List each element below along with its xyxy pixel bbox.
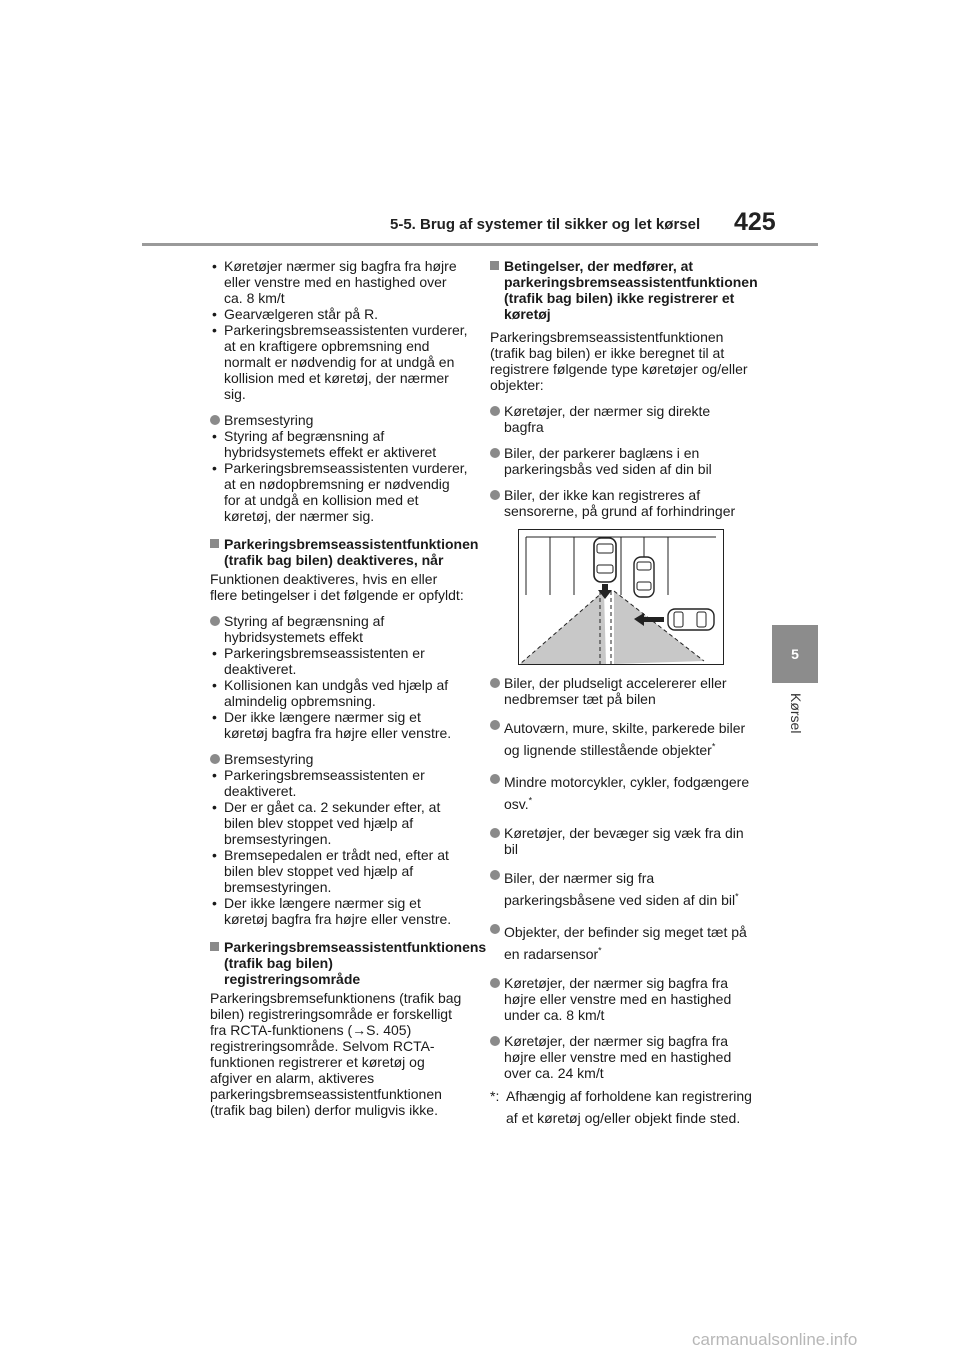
footnote-text: Afhængig af forholdene kan registrering af et køretøj og/eller objekt finde sted. (506, 1088, 752, 1126)
bullet-section (210, 613, 468, 741)
list-item: Mindre motorcykler, cykler, fodgængere osv.* (490, 771, 752, 815)
asterisk: * (598, 945, 602, 956)
page-number: 425 (734, 208, 776, 236)
chapter-label: Kørsel (788, 693, 804, 734)
footnote-mark: *: (490, 1088, 500, 1104)
paragraph: Funktionen deaktiveres, hvis en eller flere betingelser i det følgende er opfyldt: (210, 571, 464, 603)
list-item: Biler, der pludseligt accelererer eller nedbremser tæt på bilen (490, 675, 752, 707)
list-item: Køretøjer, der nærmer sig bagfra fra højre eller venstre med en hastighed under ca. 8 km/t (490, 975, 752, 1023)
bullet-heading: Styring af begrænsning af hybridsystemets effekt (224, 613, 385, 645)
list-item: • Parkeringsbremseassistenten er deaktiveret. (210, 645, 468, 677)
list-item: • Parkeringsbremseassistenten er deaktiveret. (210, 767, 468, 799)
list-item: Objekter, der befinder sig meget tæt på en radarsensor* (490, 921, 752, 965)
left-column (210, 258, 487, 1118)
list-item: • Kollisionen kan undgås ved hjælp af almindelig opbremsning. (210, 677, 468, 709)
list-item: Køretøjer, der bevæger sig væk fra din bil (490, 825, 752, 857)
bullet-heading: Bremsestyring (224, 412, 314, 428)
list-item: • Bremsepedalen er trådt ned, efter at bilen blev stoppet ved hjælp af bremsestyringen. (210, 847, 468, 895)
list-item: Biler, der ikke kan registreres af sensorerne, på grund af forhindringer (490, 487, 752, 519)
list-item: • Parkeringsbremseassistenten vurderer, at en kraftigere opbremsning end normalt er nødvendig for at undgå en kollision med et køretøj, der nærmer sig. (210, 322, 468, 402)
asterisk: * (711, 741, 716, 752)
header-title: 5-5. Brug af systemer til sikker og let kørsel (390, 216, 701, 233)
list-item: Biler, der parkerer baglæns i en parkeringsbås ved siden af din bil (490, 445, 752, 477)
asterisk: * (735, 891, 739, 902)
parking-detection-diagram (518, 529, 724, 665)
list-item: • Parkeringsbremseassistenten vurderer, at en nødopbremsning er nødvendig for at undgå en kollision med et køretøj, der nærmer sig. (210, 460, 468, 524)
asterisk: * (528, 795, 533, 806)
list-item: • Der ikke længere nærmer sig et køretøj bagfra fra højre eller venstre. (210, 709, 468, 741)
list-item: Autoværn, mure, skilte, parkerede biler og lignende stillestående objekter* (490, 717, 752, 761)
bullet-section (210, 412, 468, 524)
paragraph: Parkeringsbremsefunktionens (trafik bag bilen) registreringsområde er forskelligt fra RCTA-funktionens (→S. 405) registreringsområde. Selvom RCTA-funktionen registrerer et køretøj og afgiver en alarm, aktiveres parkeringsbremseassistentfunktionen (trafik bag bilen) derfor muligvis ikke. (210, 990, 462, 1118)
list-item: Køretøjer, der nærmer sig direkte bagfra (490, 403, 752, 435)
bullet-heading: Bremsestyring (224, 751, 314, 767)
list-item: • Der er gået ca. 2 sekunder efter, at bilen blev stoppet ved hjælp af bremsestyringen. (210, 799, 468, 847)
watermark: carmanualsonline.info (692, 1330, 858, 1349)
chapter-tab[interactable]: 5 (772, 625, 818, 683)
list-item: Biler, der nærmer sig fra parkeringsbåsene ved siden af din bil* (490, 867, 752, 911)
section-heading: Betingelser, der medfører, at parkeringsbremseassistentfunktionen (trafik bag bilen) ikke registrerer et køretøj (490, 258, 752, 322)
footnote (490, 1085, 752, 1129)
section-heading: Parkeringsbremseassistentfunktionens (trafik bag bilen) registreringsområde (210, 939, 468, 987)
list-item: • Der ikke længere nærmer sig et køretøj bagfra fra højre eller venstre. (210, 895, 468, 927)
list-item: • Styring af begrænsning af hybridsystemets effekt er aktiveret (210, 428, 468, 460)
header-rule (142, 243, 818, 246)
right-column (490, 258, 758, 1129)
section-heading: Parkeringsbremseassistentfunktionen (trafik bag bilen) deaktiveres, når (210, 536, 468, 568)
list-item: Køretøjer, der nærmer sig bagfra fra højre eller venstre med en hastighed over ca. 24 km/t (490, 1033, 752, 1081)
list-item: • Køretøjer nærmer sig bagfra fra højre eller venstre med en hastighed over ca. 8 km/t (210, 258, 468, 306)
paragraph: Parkeringsbremseassistentfunktionen (trafik bag bilen) er ikke beregnet til at registrere følgende type køretøjer og/eller objekter: (490, 329, 748, 393)
list-item: • Gearvælgeren står på R. (210, 306, 468, 322)
bullet-section (210, 751, 468, 927)
